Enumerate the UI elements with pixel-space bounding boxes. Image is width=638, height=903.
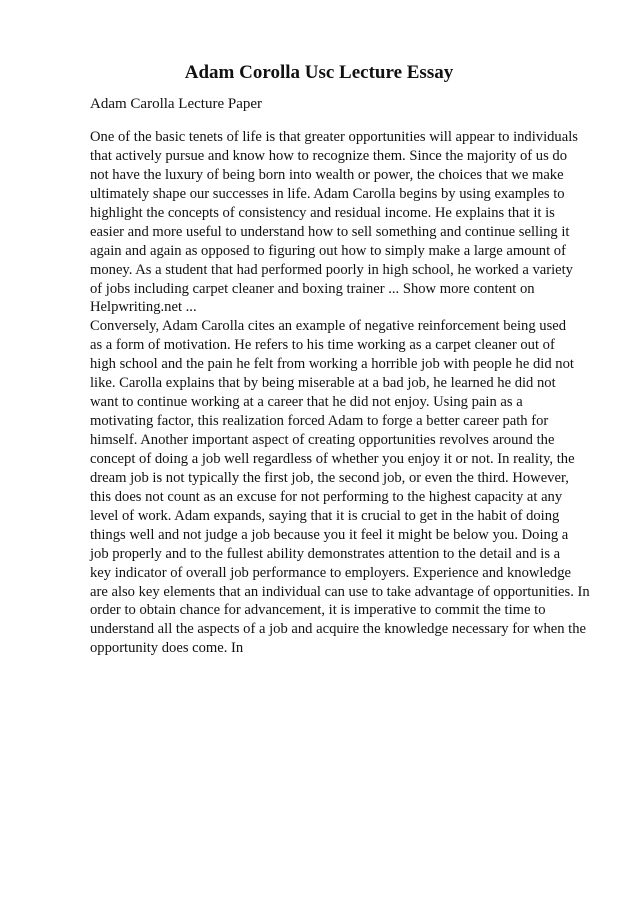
- text-line: money. As a student that had performed poorly in high school, he worked a variety: [90, 261, 573, 278]
- document-subtitle: Adam Carolla Lecture Paper: [90, 96, 263, 112]
- text-line: order to obtain chance for advancement, it is imperative to commit the time to: [90, 602, 546, 619]
- text-line: Helpwriting.net ...: [90, 299, 197, 316]
- essay-body: [90, 128, 590, 658]
- text-line: One of the basic tenets of life is that greater opportunities will appear to individuals: [90, 129, 578, 145]
- text-line: easier and more useful to understand how to sell something and continue selling it: [90, 223, 570, 240]
- text-line: key indicator of overall job performance to employers. Experience and knowledge: [90, 564, 572, 581]
- text-line: ultimately shape our successes in life. Adam Carolla begins by using examples to: [90, 185, 565, 202]
- text-line: job properly and to the fullest ability demonstrates attention to the detail and is a: [90, 545, 561, 562]
- text-line: Conversely, Adam Carolla cites an example of negative reinforcement being used: [90, 318, 567, 335]
- text-line: are also key elements that an individual can use to take advantage of opportunities. In: [90, 583, 590, 600]
- text-line: not have the luxury of being born into wealth or power, the choices that we make: [90, 166, 564, 183]
- text-line: things well and not judge a job because you it feel it might be below you. Doing a: [90, 526, 569, 543]
- text-line: want to continue working at a career that he did not enjoy. Using pain as a: [90, 394, 523, 411]
- text-line: high school and the pain he felt from working a horrible job with people he did not: [90, 356, 574, 373]
- text-line: motivating factor, this realization forced Adam to forge a better career path for: [90, 413, 549, 430]
- text-line: of jobs including carpet cleaner and boxing trainer ... Show more content on: [90, 280, 535, 297]
- document-title: Adam Corolla Usc Lecture Essay: [184, 62, 454, 83]
- text-line: highlight the concepts of consistency and residual income. He explains that it is: [90, 204, 555, 221]
- text-line: level of work. Adam expands, saying that it is crucial to get in the habit of doing: [90, 507, 560, 524]
- text-line: again and again as opposed to figuring out how to simply make a large amount of: [90, 242, 566, 259]
- text-line: as a form of motivation. He refers to his time working as a carpet cleaner out of: [90, 337, 555, 354]
- text-line: himself. Another important aspect of creating opportunities revolves around the: [90, 432, 555, 448]
- text-line: concept of doing a job well regardless of whether you enjoy it or not. In reality, the: [90, 450, 575, 467]
- text-line: dream job is not typically the first job, the second job, or even the third. However,: [90, 469, 569, 486]
- text-line: understand all the aspects of a job and acquire the knowledge necessary for when the: [90, 621, 587, 638]
- text-line: opportunity does come. In: [90, 640, 244, 657]
- text-line: that actively pursue and know how to recognize them. Since the majority of us do: [90, 147, 568, 164]
- text-line: this does not count as an excuse for not performing to the highest capacity at any: [90, 488, 563, 505]
- text-line: like. Carolla explains that by being miserable at a bad job, he learned he did not: [90, 375, 556, 392]
